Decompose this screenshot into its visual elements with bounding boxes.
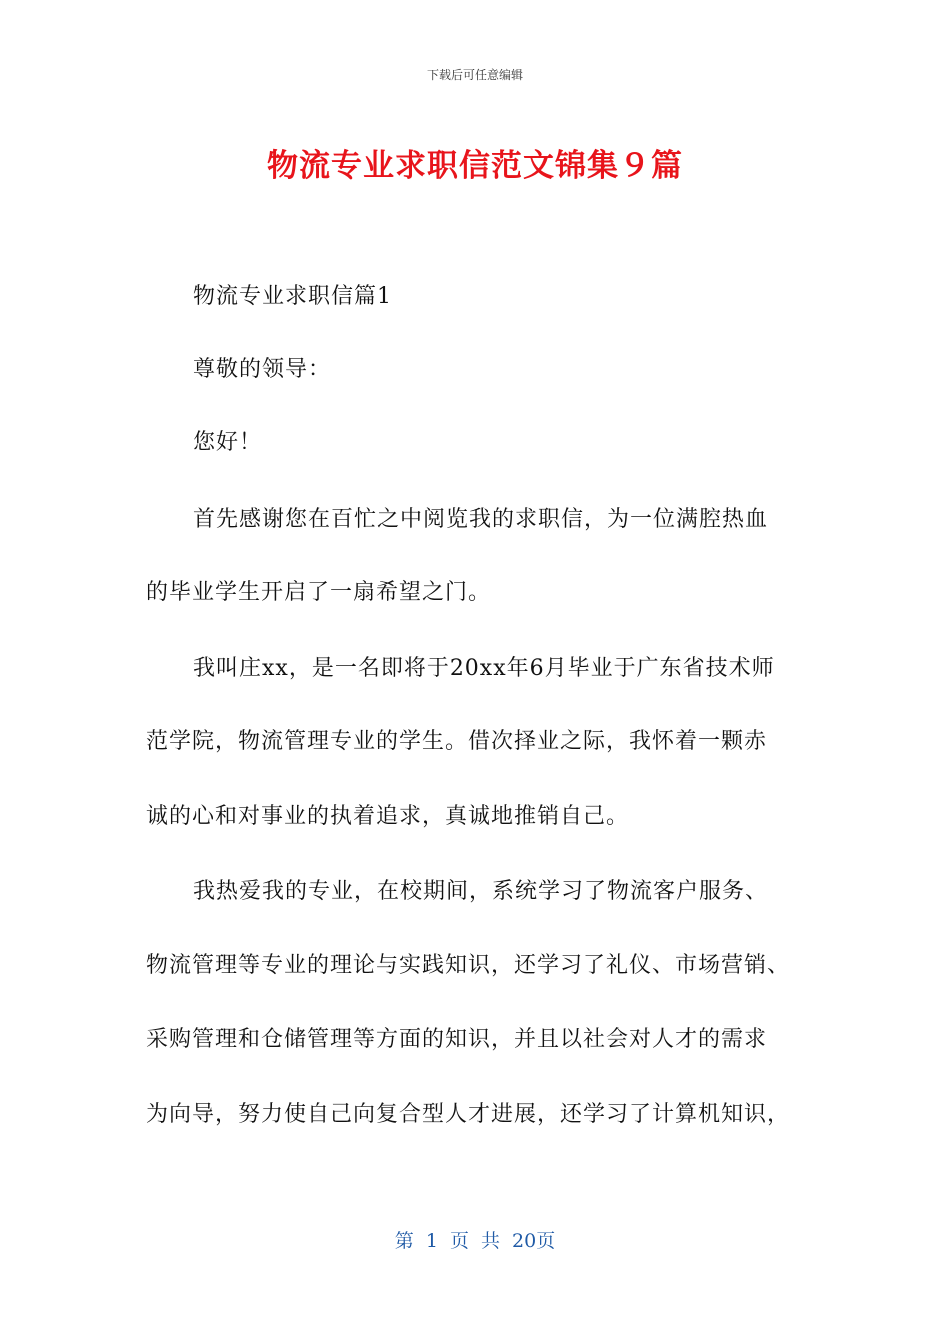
- body-line: 诚的心和对事业的执着追求，真诚地推销自己。: [146, 804, 630, 829]
- body-line: 为向导，努力使自己向复合型人才进展，还学习了计算机知识，: [146, 1102, 791, 1127]
- body-line: 范学院，物流管理专业的学生。借次择业之际，我怀着一颗赤: [146, 729, 768, 754]
- greeting: 您好！: [193, 430, 263, 455]
- header-note: 下载后可任意编辑: [426, 68, 523, 82]
- salutation: 尊敬的领导：: [193, 357, 332, 382]
- section-heading: 物流专业求职信篇1: [193, 284, 392, 309]
- body-line: 我叫庄xx，是一名即将于20xx年6月毕业于广东省技术师: [193, 656, 775, 681]
- body-line: 我热爱我的专业，在校期间，系统学习了物流客户服务、: [193, 879, 769, 904]
- body-line: 首先感谢您在百忙之中阅览我的求职信，为一位满腔热血: [193, 507, 769, 532]
- body-line: 采购管理和仓储管理等方面的知识，并且以社会对人才的需求: [146, 1027, 768, 1052]
- body-line: 的毕业学生开启了一扇希望之门。: [146, 580, 492, 605]
- body-line: 物流管理等专业的理论与实践知识，还学习了礼仪、市场营销、: [146, 953, 791, 978]
- document-title: 物流专业求职信范文锦集９篇: [267, 148, 683, 184]
- page-footer: 第 1 页 共 20页: [394, 1230, 556, 1252]
